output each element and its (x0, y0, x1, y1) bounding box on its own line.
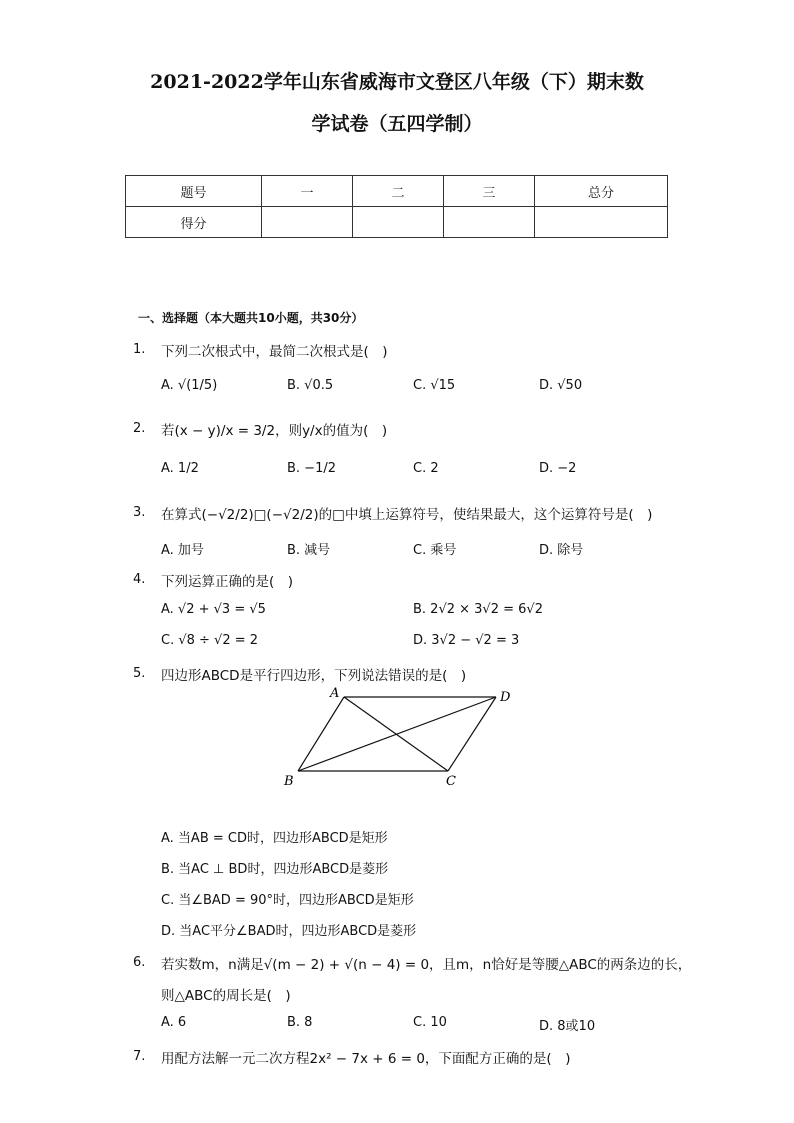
question-number: 3. (133, 505, 146, 520)
option-d: D. 当AC平分∠BAD时，四边形ABCD是菱形 (161, 924, 417, 939)
paper-title-line1: 2021-2022学年山东省威海市文登区八年级（下）期末数 (150, 71, 644, 93)
question-text-continued: 则△ABC的周长是( ) (161, 988, 291, 1004)
side-ab (298, 697, 344, 771)
question-text: 若(x − y)/x = 3/2，则y/x的值为( ) (161, 423, 388, 439)
section-heading: 一、选择题（本大题共10小题，共30分） (138, 311, 364, 325)
option-b: B. 当AC ⊥ BD时，四边形ABCD是菱形 (161, 862, 389, 877)
question-text: 下列运算正确的是( ) (161, 574, 294, 590)
vertex-label-b: B (284, 774, 294, 789)
vertex-label-c: C (446, 774, 456, 789)
question-number: 1. (133, 342, 146, 357)
option-c: C. √15 (413, 378, 456, 393)
table-row (126, 207, 668, 238)
option-c: C. 2 (413, 461, 439, 476)
option-c: C. 当∠BAD = 90°时，四边形ABCD是矩形 (161, 893, 414, 908)
diagonal-bd (298, 697, 496, 771)
option-a: A. √(1/5) (161, 378, 218, 393)
option-a: A. 当AB = CD时，四边形ABCD是矩形 (161, 831, 388, 846)
table-cell (262, 207, 353, 238)
vertex-label-d: D (500, 690, 511, 705)
question-text: 四边形ABCD是平行四边形，下列说法错误的是( ) (161, 668, 467, 684)
option-c: C. 10 (413, 1015, 447, 1030)
option-b: B. 减号 (287, 543, 331, 558)
option-d: D. √50 (539, 378, 583, 393)
question-text: 下列二次根式中，最简二次根式是( ) (161, 344, 388, 360)
side-cd (448, 697, 496, 771)
table-cell (353, 207, 444, 238)
question-number: 2. (133, 421, 146, 436)
question-number: 7. (133, 1049, 146, 1064)
question-text: 若实数m，n满足√(m − 2) + √(n − 4) = 0，且m，n恰好是等腰△ABC的两条边的长， (161, 957, 692, 973)
option-a: A. 1/2 (161, 461, 199, 476)
table-cell: 题号 (126, 176, 262, 207)
question-number: 4. (133, 572, 146, 587)
option-d: D. −2 (539, 461, 577, 476)
question-number: 6. (133, 955, 146, 970)
option-a: A. √2 + √3 = √5 (161, 602, 266, 617)
option-d: D. 3√2 − √2 = 3 (413, 633, 520, 648)
table-cell: 二 (353, 176, 444, 207)
table-cell: 总分 (535, 176, 668, 207)
option-c: C. 乘号 (413, 543, 457, 558)
table-cell (535, 207, 668, 238)
option-a: A. 加号 (161, 543, 204, 558)
vertex-label-a: A (330, 686, 340, 701)
table-row (126, 176, 668, 207)
table-cell: 三 (444, 176, 535, 207)
question-number: 5. (133, 666, 146, 681)
question-text: 在算式(−√2/2)□(−√2/2)的□中填上运算符号，使结果最大，这个运算符号是( ) (161, 507, 653, 523)
table-cell: 一 (262, 176, 353, 207)
paper-title-line2: 学试卷（五四学制） (311, 113, 483, 135)
option-d: D. 除号 (539, 543, 584, 558)
table-cell: 得分 (126, 207, 262, 238)
option-b: B. √0.5 (287, 378, 334, 393)
option-c: C. √8 ÷ √2 = 2 (161, 633, 259, 648)
option-b: B. 8 (287, 1015, 313, 1030)
option-b: B. −1/2 (287, 461, 336, 476)
parallelogram-figure (280, 685, 520, 793)
question-text: 用配方法解一元二次方程2x² − 7x + 6 = 0，下面配方正确的是( ) (161, 1051, 571, 1067)
score-table (125, 175, 668, 238)
option-d: D. 8或10 (539, 1019, 596, 1034)
option-b: B. 2√2 × 3√2 = 6√2 (413, 602, 543, 617)
option-a: A. 6 (161, 1015, 187, 1030)
table-cell (444, 207, 535, 238)
